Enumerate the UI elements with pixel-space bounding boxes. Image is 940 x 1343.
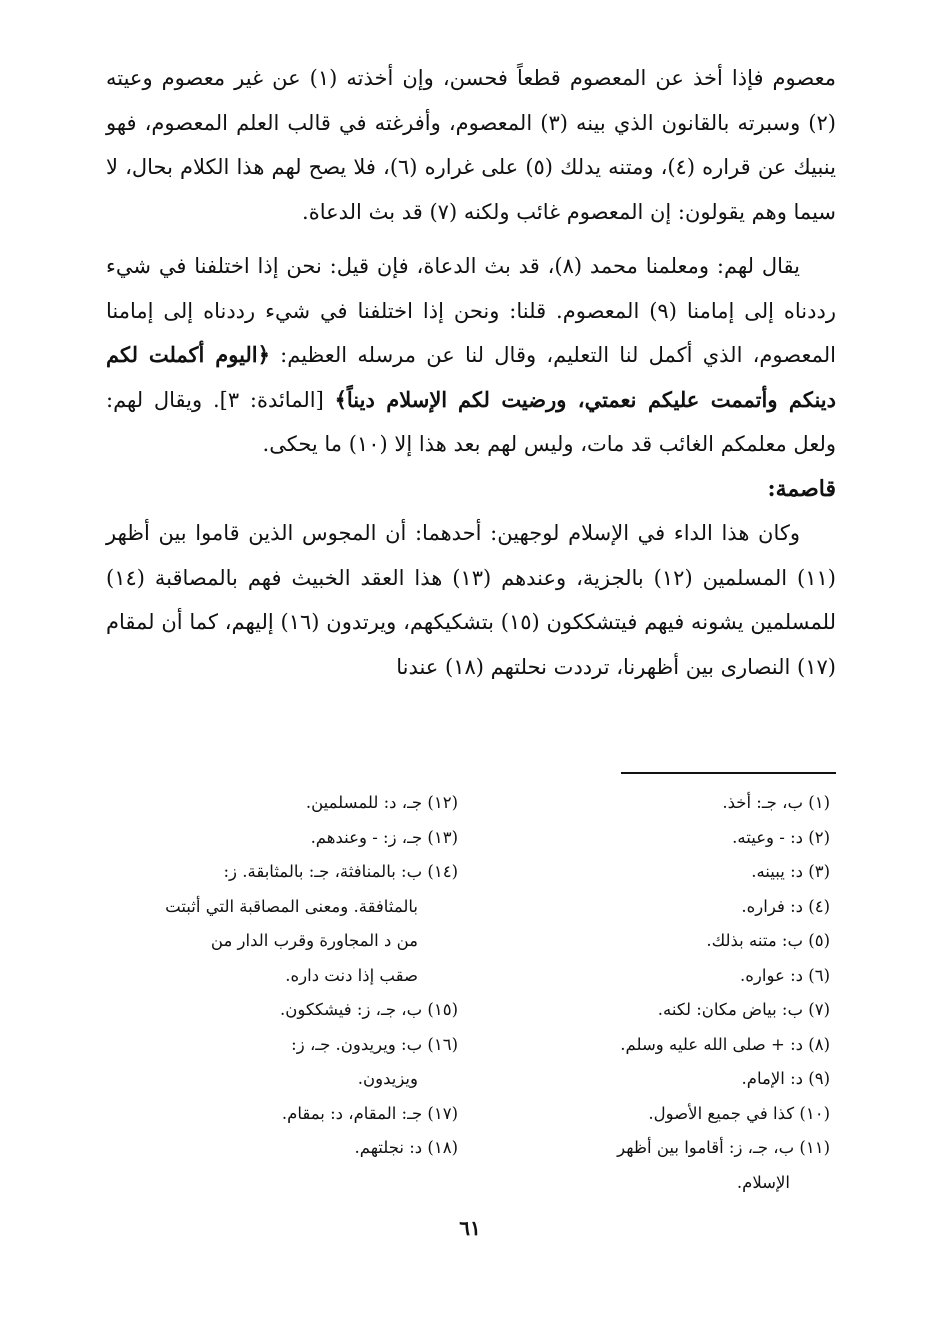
- footnotes-left-column: [128, 786, 458, 1166]
- paragraph-1: [106, 56, 836, 234]
- footnote: (٤) د: فراره.: [741, 896, 830, 916]
- text-line: وليس لهم بعد هذا إلا (١٠) ما يحكى.: [262, 432, 574, 456]
- text-line: الدعاة.: [302, 199, 362, 224]
- footnotes-right-column: [500, 786, 830, 1200]
- footnote: (٢) د: - وعيته.: [732, 827, 830, 847]
- text-line: هذا الكلام بحال، لا سيما وهم يقولون: إن المعصوم غائب ولكنه (٧) قد بث: [106, 155, 836, 224]
- text-line: العظيم:: [280, 343, 348, 367]
- footnote: (٧) ب: بياض مكان: لكنه.: [657, 1000, 830, 1019]
- page-number: ٦١: [459, 1216, 481, 1240]
- section-heading: قاصمة:: [767, 475, 836, 502]
- footnote: (١٤) ب: بالمنافثة، جـ: بالمثابقة. ز:: [223, 862, 458, 881]
- text-line: يقال لهم: ومعلمنا محمد (٨)، قد بث الدعاة، فإن قيل: نحن إذا: [257, 254, 800, 278]
- footnote: (٣) د: يبينه.: [751, 862, 830, 881]
- footnote: (١١) ب، جـ، ز: أقاموا بين أظهر: [617, 1138, 830, 1157]
- footnote: (٦) د: عواره.: [740, 965, 830, 985]
- footnote-continuation: صقب إذا دنت داره.: [285, 965, 418, 985]
- footnote-continuation: بالمثافقة. ومعنى المصاقبة التي أثبتت: [165, 896, 418, 916]
- footnote-continuation: من د المجاورة وقرب الدار من: [210, 931, 418, 950]
- quran-verse: الإسلام ديناً﴾: [334, 386, 448, 412]
- footnote-continuation: الإسلام.: [736, 1172, 790, 1192]
- quran-verse: ﴿اليوم أكملت لكم دينكم وأتممت عليكم نعمتي، ورضيت لكم: [106, 342, 836, 412]
- text-line: بين أظهر (١١) المسلمين (١٢) بالجزية، وعندهم (١٣) هذا العقد الخبيث فهم: [106, 521, 836, 590]
- main-text: [106, 56, 836, 689]
- paragraph-2: [106, 244, 836, 467]
- text-line: وعيته (٢) وسبرته بالقانون الذي بينه (٣) المعصوم، وأفرغته في قالب العلم: [106, 66, 836, 135]
- footnote: (١٦) ب: ويريدون. جـ، ز:: [291, 1034, 458, 1054]
- text-line: اختلفنا في شيء رددناه إلى إمامنا (٩) المعصوم. قلنا: ونحن إذا اختلفنا في شيء: [106, 254, 836, 323]
- text-line: المعصوم، فهو ينبيك عن قراره (٤)، ومتنه يدلك (٥) على غراره (٦)، فلا يصح لهم: [106, 110, 836, 179]
- footnote: (١٥) ب، جـ، ز: فيشككون.: [279, 1000, 458, 1019]
- footnote-continuation: ويزيدون.: [357, 1069, 418, 1088]
- text-line: إليهم، كما أن لمقام (١٧) النصارى بين أظهرنا، ترددت نحلتهم (١٨) عندنا: [106, 610, 836, 679]
- footnote: (١٠) كذا في جميع الأصول.: [648, 1103, 830, 1123]
- footnote: (٨) د: + صلى الله عليه وسلم.: [620, 1034, 830, 1054]
- footnote: (١٣) جـ، ز: - وعندهم.: [310, 827, 458, 847]
- text-line: [المائدة: ٣]. ويقال لهم: ولعل معلمكم الغائب قد مات،: [106, 387, 836, 456]
- footnote: (١٨) د: نجلتهم.: [354, 1138, 458, 1157]
- footnote: (٥) ب: متنه بذلك.: [706, 931, 830, 950]
- text-line: وكان هذا الداء في الإسلام لوجهين: أحدهما: أن المجوس الذين قاموا: [195, 521, 800, 545]
- footnote: (١٧) جـ: المقام، د: بمقام.: [281, 1103, 458, 1123]
- footnote-divider: [621, 772, 836, 774]
- text-line: بالمصاقبة (١٤) للمسلمين يشونه فيهم فيتشككون (١٥) بتشكيكهم، ويرتدون (١٦): [106, 565, 836, 634]
- footnote: (٩) د: الإمام.: [741, 1069, 830, 1088]
- text-line: معصوم فإذا أخذ عن المعصوم قطعاً فحسن، وإن أخذته (١) عن غير معصوم: [161, 66, 836, 90]
- text-line: رددناه إلى إمامنا المعصوم، الذي أكمل لنا التعليم، وقال لنا عن مرسله: [106, 298, 836, 367]
- paragraph-3: [106, 511, 836, 689]
- footnote: (١) ب، جـ: أخذ.: [722, 793, 830, 812]
- footnote: (١٢) جـ، د: للمسلمين.: [305, 793, 458, 812]
